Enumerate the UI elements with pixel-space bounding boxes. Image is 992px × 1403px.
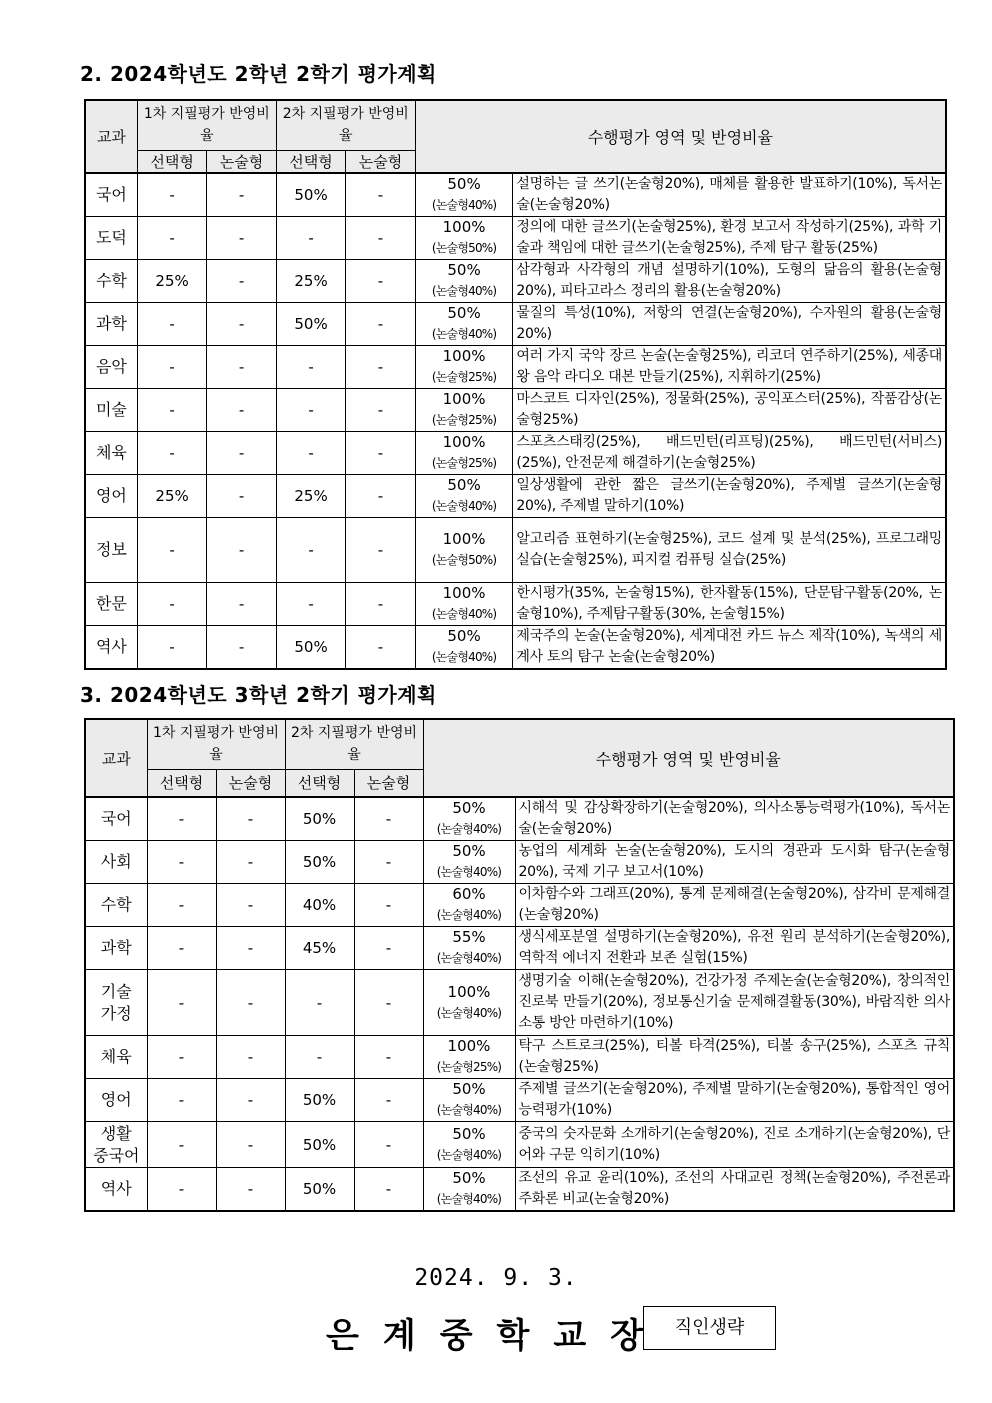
performance-description-cell: 한시평가(35%, 논술형15%), 한자활동(15%), 단문탐구활동(20%, 논술형10%), 주제탐구활동(30%, 논술형15%) — [513, 582, 946, 625]
table-row — [85, 1122, 954, 1168]
second-exam-choice-cell: 25% — [276, 474, 345, 517]
subject-cell: 역사 — [85, 625, 137, 669]
table-row — [85, 216, 946, 259]
header-essay: 논술형 — [346, 150, 415, 173]
first-exam-choice-cell: - — [147, 797, 216, 841]
header-second-exam: 2차 지필평가 반영비율 — [276, 100, 415, 150]
performance-percent: 50% — [447, 475, 481, 494]
essay-percent-note: (논술형40%) — [436, 1147, 502, 1162]
first-exam-essay-cell: - — [216, 927, 285, 970]
performance-percent: 50% — [447, 260, 481, 279]
performance-ratio-cell — [423, 1122, 515, 1168]
performance-ratio-cell — [423, 797, 515, 841]
second-exam-choice-cell: 40% — [285, 884, 354, 927]
performance-percent: 100% — [442, 583, 486, 602]
first-exam-essay-cell: - — [216, 841, 285, 884]
second-exam-choice-cell: 50% — [276, 173, 345, 217]
second-exam-essay-cell: - — [346, 173, 415, 217]
section-title-grade3: 3. 2024학년도 3학년 2학기 평가계획 — [80, 683, 437, 707]
first-exam-essay-cell: - — [216, 1079, 285, 1122]
second-exam-essay-cell: - — [346, 474, 415, 517]
second-exam-essay-cell: - — [354, 1168, 423, 1212]
essay-percent-note: (논술형40%) — [436, 865, 502, 879]
second-exam-essay-cell: - — [346, 582, 415, 625]
performance-percent: 50% — [452, 1124, 486, 1143]
table-row — [85, 970, 954, 1036]
table-row — [85, 173, 946, 217]
performance-description-cell: 스포츠스태킹(25%), 배드민턴(리프팅)(25%), 배드민턴(서비스)(25%), 안전문제 해결하기(논술형25%) — [513, 431, 946, 474]
performance-percent: 50% — [447, 626, 481, 645]
performance-percent: 50% — [452, 1080, 486, 1098]
performance-ratio-cell — [423, 1168, 515, 1212]
second-exam-essay-cell: - — [346, 302, 415, 345]
table-row — [85, 841, 954, 884]
table-row — [85, 1079, 954, 1122]
subject-cell: 역사 — [85, 1168, 147, 1212]
essay-percent-note: (논술형25%) — [436, 1060, 502, 1074]
performance-percent: 100% — [442, 217, 486, 236]
second-exam-essay-cell: - — [346, 259, 415, 302]
second-exam-essay-cell: - — [354, 927, 423, 970]
first-exam-essay-cell: - — [207, 388, 276, 431]
table-row — [85, 388, 946, 431]
header-performance: 수행평가 영역 및 반영비율 — [423, 719, 954, 797]
performance-description-cell: 설명하는 글 쓰기(논술형20%), 매체를 활용한 발표하기(10%), 독서논술(논술형20%) — [513, 173, 946, 217]
first-exam-essay-cell: - — [216, 970, 285, 1036]
performance-ratio-cell — [423, 1036, 515, 1079]
performance-percent: 60% — [452, 885, 486, 903]
first-exam-choice-cell: - — [137, 582, 206, 625]
subject-cell: 기술 가정 — [85, 970, 147, 1036]
performance-description-cell: 이차함수와 그래프(20%), 통계 문제해결(논술형20%), 삼각비 문제해결(논술형20%) — [515, 884, 954, 927]
first-exam-choice-cell: - — [147, 1168, 216, 1212]
subject-cell: 음악 — [85, 345, 137, 388]
table-row — [85, 582, 946, 625]
second-exam-choice-cell: - — [285, 970, 354, 1036]
table-row — [85, 517, 946, 582]
performance-percent: 50% — [452, 799, 486, 817]
header-multiple-choice: 선택형 — [285, 769, 354, 797]
subject-cell: 생활 중국어 — [85, 1122, 147, 1168]
first-exam-choice-cell: - — [147, 1079, 216, 1122]
essay-percent-note: (논술형40%) — [436, 822, 502, 836]
performance-description-cell: 제국주의 논술(논술형20%), 세계대전 카드 뉴스 제작(10%), 녹색의 세계사 토의 탐구 논술(논술형20%) — [513, 625, 946, 669]
subject-cell: 도덕 — [85, 216, 137, 259]
subject-cell: 체육 — [85, 431, 137, 474]
subject-cell: 미술 — [85, 388, 137, 431]
performance-percent: 50% — [447, 303, 481, 322]
second-exam-essay-cell: - — [346, 625, 415, 669]
header-performance: 수행평가 영역 및 반영비율 — [415, 100, 946, 173]
evaluation-table-grade2 — [84, 99, 947, 670]
header-essay: 논술형 — [354, 769, 423, 797]
performance-percent: 50% — [452, 842, 486, 860]
second-exam-choice-cell: 50% — [276, 302, 345, 345]
header-second-exam: 2차 지필평가 반영비율 — [285, 719, 423, 769]
first-exam-essay-cell: - — [207, 345, 276, 388]
performance-ratio-cell — [415, 259, 513, 302]
second-exam-essay-cell: - — [354, 884, 423, 927]
header-multiple-choice: 선택형 — [276, 150, 345, 173]
essay-percent-note: (논술형25%) — [431, 455, 497, 470]
second-exam-choice-cell: - — [276, 431, 345, 474]
first-exam-choice-cell: - — [137, 345, 206, 388]
header-essay: 논술형 — [216, 769, 285, 797]
first-exam-choice-cell: - — [137, 431, 206, 474]
performance-percent: 100% — [447, 1037, 491, 1055]
performance-ratio-cell — [415, 582, 513, 625]
performance-description-cell: 농업의 세계화 논술(논술형20%), 도시의 경관과 도시화 탐구(논술형20%), 국제 기구 보고서(10%) — [515, 841, 954, 884]
second-exam-essay-cell: - — [354, 841, 423, 884]
subject-cell: 한문 — [85, 582, 137, 625]
performance-percent: 50% — [447, 174, 481, 193]
first-exam-choice-cell: - — [147, 884, 216, 927]
second-exam-essay-cell: - — [354, 1079, 423, 1122]
subject-cell: 정보 — [85, 517, 137, 582]
performance-ratio-cell — [423, 884, 515, 927]
essay-percent-note: (논술형40%) — [431, 649, 497, 664]
table-row — [85, 1036, 954, 1079]
second-exam-essay-cell: - — [354, 797, 423, 841]
first-exam-essay-cell: - — [216, 1168, 285, 1212]
table-row — [85, 884, 954, 927]
second-exam-choice-cell: - — [276, 582, 345, 625]
first-exam-choice-cell: - — [137, 302, 206, 345]
first-exam-choice-cell: 25% — [137, 259, 206, 302]
subject-cell: 국어 — [85, 173, 137, 217]
performance-description-cell: 중국의 숫자문화 소개하기(논술형20%), 진로 소개하기(논술형20%), 단어와 구문 익히기(10%) — [515, 1122, 954, 1168]
performance-description-cell: 시해석 및 감상확장하기(논술형20%), 의사소통능력평가(10%), 독서논술(논술형20%) — [515, 797, 954, 841]
second-exam-choice-cell: 50% — [285, 1079, 354, 1122]
performance-ratio-cell — [415, 517, 513, 582]
first-exam-essay-cell: - — [207, 259, 276, 302]
second-exam-choice-cell: - — [276, 388, 345, 431]
header-multiple-choice: 선택형 — [147, 769, 216, 797]
second-exam-essay-cell: - — [354, 970, 423, 1036]
performance-description-cell: 삼각형과 사각형의 개념 설명하기(10%), 도형의 닮음의 활용(논술형20%), 피타고라스 정리의 활용(논술형20%) — [513, 259, 946, 302]
subject-cell: 영어 — [85, 1079, 147, 1122]
second-exam-choice-cell: 45% — [285, 927, 354, 970]
table-row — [85, 431, 946, 474]
performance-description-cell: 일상생활에 관한 짧은 글쓰기(논술형20%), 주제별 글쓰기(논술형20%), 주제별 말하기(10%) — [513, 474, 946, 517]
second-exam-choice-cell: 50% — [285, 841, 354, 884]
performance-percent: 50% — [452, 1169, 486, 1187]
second-exam-choice-cell: 50% — [276, 625, 345, 669]
performance-percent: 100% — [442, 346, 486, 365]
first-exam-essay-cell: - — [207, 582, 276, 625]
second-exam-essay-cell: - — [354, 1036, 423, 1079]
performance-description-cell: 생명기술 이해(논술형20%), 건강가정 주제논술(논술형20%), 창의적인 진로북 만들기(20%), 정보통신기술 문제해결활동(30%), 바람직한 의사소통 방안 마련하기(10%) — [515, 970, 954, 1036]
performance-percent: 100% — [447, 982, 491, 1001]
subject-cell: 영어 — [85, 474, 137, 517]
second-exam-choice-cell: - — [276, 345, 345, 388]
first-exam-choice-cell: - — [147, 927, 216, 970]
performance-ratio-cell — [423, 1079, 515, 1122]
subject-cell: 과학 — [85, 927, 147, 970]
first-exam-essay-cell: - — [216, 1036, 285, 1079]
performance-percent: 100% — [442, 389, 486, 408]
performance-ratio-cell — [423, 927, 515, 970]
first-exam-choice-cell: - — [137, 216, 206, 259]
performance-percent: 100% — [442, 432, 486, 451]
first-exam-choice-cell: 25% — [137, 474, 206, 517]
subject-cell: 사회 — [85, 841, 147, 884]
table-row — [85, 474, 946, 517]
second-exam-choice-cell: - — [276, 517, 345, 582]
second-exam-choice-cell: 25% — [276, 259, 345, 302]
performance-description-cell: 알고리즘 표현하기(논술형25%), 코드 설계 및 분석(25%), 프로그래밍 실습(논술형25%), 피지컬 컴퓨팅 실습(25%) — [513, 517, 946, 582]
table-row — [85, 797, 954, 841]
essay-percent-note: (논술형40%) — [436, 1103, 502, 1117]
table-row — [85, 625, 946, 669]
document-date: 2024. 9. 3. — [414, 1265, 578, 1291]
seal-omitted-box: 직인생략 — [643, 1306, 776, 1350]
first-exam-essay-cell: - — [216, 797, 285, 841]
essay-percent-note: (논술형40%) — [431, 498, 497, 513]
subject-cell: 수학 — [85, 884, 147, 927]
essay-percent-note: (논술형40%) — [431, 326, 497, 341]
first-exam-choice-cell: - — [147, 1036, 216, 1079]
first-exam-choice-cell: - — [137, 625, 206, 669]
subject-cell: 국어 — [85, 797, 147, 841]
subject-cell: 체육 — [85, 1036, 147, 1079]
essay-percent-note: (논술형40%) — [436, 951, 502, 965]
first-exam-essay-cell: - — [207, 474, 276, 517]
evaluation-table-grade3 — [84, 718, 955, 1212]
performance-ratio-cell — [415, 173, 513, 217]
table-row — [85, 1168, 954, 1212]
second-exam-choice-cell: - — [285, 1036, 354, 1079]
performance-description-cell: 정의에 대한 글쓰기(논술형25%), 환경 보고서 작성하기(25%), 과학 기술과 책임에 대한 글쓰기(논술형25%), 주제 탐구 활동(25%) — [513, 216, 946, 259]
performance-ratio-cell — [415, 431, 513, 474]
first-exam-essay-cell: - — [207, 517, 276, 582]
first-exam-essay-cell: - — [216, 884, 285, 927]
first-exam-essay-cell: - — [207, 625, 276, 669]
table-row — [85, 302, 946, 345]
essay-percent-note: (논술형40%) — [431, 283, 497, 298]
second-exam-essay-cell: - — [346, 216, 415, 259]
second-exam-choice-cell: 50% — [285, 797, 354, 841]
essay-percent-note: (논술형40%) — [431, 606, 497, 621]
principal-signature: 은계중학교장 — [326, 1316, 668, 1356]
performance-ratio-cell — [415, 345, 513, 388]
table-body — [85, 797, 954, 1211]
table-row — [85, 927, 954, 970]
second-exam-choice-cell: - — [276, 216, 345, 259]
section-title-grade2: 2. 2024학년도 2학년 2학기 평가계획 — [80, 62, 437, 86]
second-exam-choice-cell: 50% — [285, 1168, 354, 1212]
first-exam-choice-cell: - — [137, 388, 206, 431]
performance-ratio-cell — [415, 216, 513, 259]
second-exam-essay-cell: - — [346, 345, 415, 388]
second-exam-essay-cell: - — [354, 1122, 423, 1168]
subject-cell: 수학 — [85, 259, 137, 302]
header-subject: 교과 — [85, 100, 137, 173]
second-exam-essay-cell: - — [346, 431, 415, 474]
first-exam-essay-cell: - — [207, 302, 276, 345]
first-exam-essay-cell: - — [216, 1122, 285, 1168]
header-first-exam: 1차 지필평가 반영비율 — [137, 100, 276, 150]
essay-percent-note: (논술형40%) — [436, 908, 502, 922]
performance-ratio-cell — [423, 970, 515, 1036]
essay-percent-note: (논술형50%) — [431, 552, 497, 567]
performance-ratio-cell — [415, 388, 513, 431]
table-row — [85, 259, 946, 302]
first-exam-essay-cell: - — [207, 431, 276, 474]
essay-percent-note: (논술형25%) — [431, 369, 497, 384]
performance-description-cell: 여러 가지 국악 장르 논술(논술형25%), 리코더 연주하기(25%), 세종대왕 음악 라디오 대본 만들기(25%), 지휘하기(25%) — [513, 345, 946, 388]
performance-ratio-cell — [423, 841, 515, 884]
header-subject: 교과 — [85, 719, 147, 797]
second-exam-choice-cell: 50% — [285, 1122, 354, 1168]
performance-description-cell: 주제별 글쓰기(논술형20%), 주제별 말하기(논술형20%), 통합적인 영어능력평가(10%) — [515, 1079, 954, 1122]
performance-description-cell: 조선의 유교 윤리(10%), 조선의 사대교린 정책(논술형20%), 주전론과 주화론 비교(논술형20%) — [515, 1168, 954, 1212]
performance-ratio-cell — [415, 474, 513, 517]
essay-percent-note: (논술형50%) — [431, 240, 497, 255]
subject-cell: 과학 — [85, 302, 137, 345]
table-body — [85, 173, 946, 669]
first-exam-choice-cell: - — [147, 970, 216, 1036]
first-exam-essay-cell: - — [207, 216, 276, 259]
first-exam-choice-cell: - — [147, 841, 216, 884]
second-exam-essay-cell: - — [346, 517, 415, 582]
header-essay: 논술형 — [207, 150, 276, 173]
performance-percent: 55% — [452, 928, 486, 946]
performance-ratio-cell — [415, 625, 513, 669]
header-multiple-choice: 선택형 — [137, 150, 206, 173]
first-exam-essay-cell: - — [207, 173, 276, 217]
performance-ratio-cell — [415, 302, 513, 345]
second-exam-essay-cell: - — [346, 388, 415, 431]
essay-percent-note: (논술형40%) — [431, 197, 497, 212]
first-exam-choice-cell: - — [137, 517, 206, 582]
first-exam-choice-cell: - — [147, 1122, 216, 1168]
table-row — [85, 345, 946, 388]
header-first-exam: 1차 지필평가 반영비율 — [147, 719, 285, 769]
performance-description-cell: 탁구 스트로크(25%), 티볼 타격(25%), 티볼 송구(25%), 스포츠 규칙(논술형25%) — [515, 1036, 954, 1079]
performance-percent: 100% — [442, 529, 486, 548]
performance-description-cell: 물질의 특성(10%), 저항의 연결(논술형20%), 수자원의 활용(논술형20%) — [513, 302, 946, 345]
performance-description-cell: 마스코트 디자인(25%), 정물화(25%), 공익포스터(25%), 작품감상(논술형25%) — [513, 388, 946, 431]
essay-percent-note: (논술형25%) — [431, 412, 497, 427]
first-exam-choice-cell: - — [137, 173, 206, 217]
performance-description-cell: 생식세포분열 설명하기(논술형20%), 유전 원리 분석하기(논술형20%), 역학적 에너지 전환과 보존 실험(15%) — [515, 927, 954, 970]
essay-percent-note: (논술형40%) — [436, 1192, 502, 1206]
essay-percent-note: (논술형40%) — [436, 1005, 502, 1020]
